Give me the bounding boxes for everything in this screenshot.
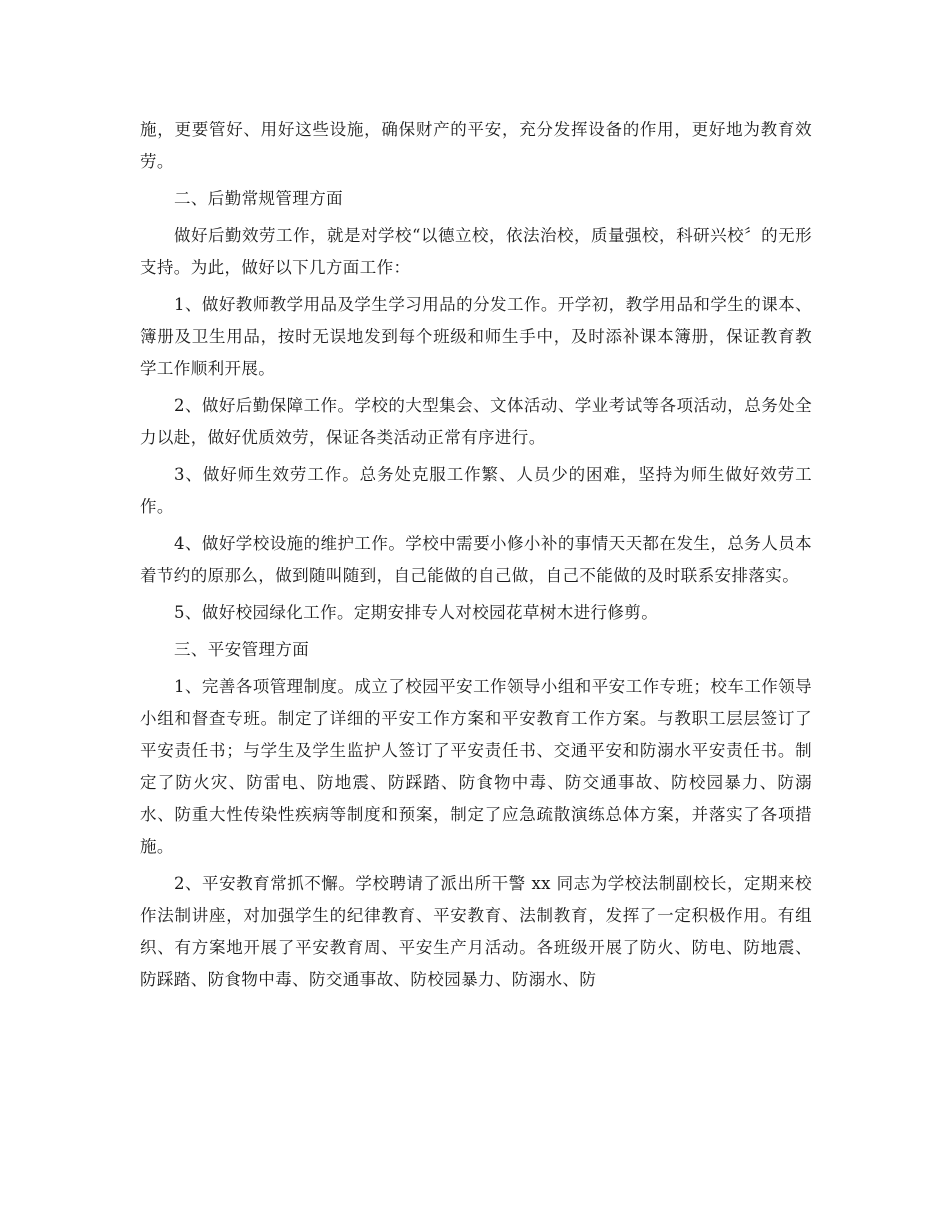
- paragraph-item-2: 2、做好后勤保障工作。学校的大型集会、文体活动、学业考试等各项活动，总务处全力以赴，做好优质效劳，保证各类活动正常有序进行。: [140, 396, 812, 447]
- paragraph-continuation: 施，更要管好、用好这些设施，确保财产的平安，充分发挥设备的作用，更好地为教育效劳。: [140, 120, 812, 171]
- section-heading-logistics: 二、后勤常规管理方面: [174, 189, 343, 208]
- paragraph-safety-item-1: 1、完善各项管理制度。成立了校园平安工作领导小组和平安工作专班；校车工作领导小组和督查专班。制定了详细的平安工作方案和平安教育工作方案。与教职工层层签订了平安责任书；与学生及学生监护人签订了平安责任书、交通平安和防溺水平安责任书。制定了防火灾、防雷电、防地震、防踩踏、防食物中毒、防交通事故、防校园暴力、防溺水、防重大性传染性疾病等制度和预案，制定了应急疏散演练总体方案，并落实了各项措施。: [140, 677, 812, 856]
- document-body: [140, 114, 812, 1001]
- paragraph-logistics-intro: 做好后勤效劳工作，就是对学校“以德立校，依法治校，质量强校，科研兴校〞的无形支持。为此，做好以下几方面工作：: [140, 226, 812, 277]
- paragraph-item-5: 5、做好校园绿化工作。定期安排专人对校园花草树木进行修剪。: [174, 603, 659, 622]
- paragraph-item-3: 3、做好师生效劳工作。总务处克服工作繁、人员少的困难，坚持为师生做好效劳工作。: [140, 465, 812, 516]
- paragraph-safety-item-2: 2、平安教育常抓不懈。学校聘请了派出所干警 xx 同志为学校法制副校长，定期来校作法制讲座，对加强学生的纪律教育、平安教育、法制教育，发挥了一定积极作用。有组织、有方案地开展了平安教育周、平安生产月活动。各班级开展了防火、防电、防地震、防踩踏、防食物中毒、防交通事故、防校园暴力、防溺水、防: [140, 874, 812, 989]
- section-heading-safety: 三、平安管理方面: [174, 640, 310, 659]
- paragraph-item-4: 4、做好学校设施的维护工作。学校中需要小修小补的事情天天都在发生，总务人员本着节约的原那么，做到随叫随到，自己能做的自己做，自己不能做的及时联系安排落实。: [140, 534, 812, 585]
- paragraph-item-1: 1、做好教师教学用品及学生学习用品的分发工作。开学初，教学用品和学生的课本、簿册及卫生用品，按时无误地发到每个班级和师生手中，及时添补课本簿册，保证教育教学工作顺利开展。: [140, 295, 812, 378]
